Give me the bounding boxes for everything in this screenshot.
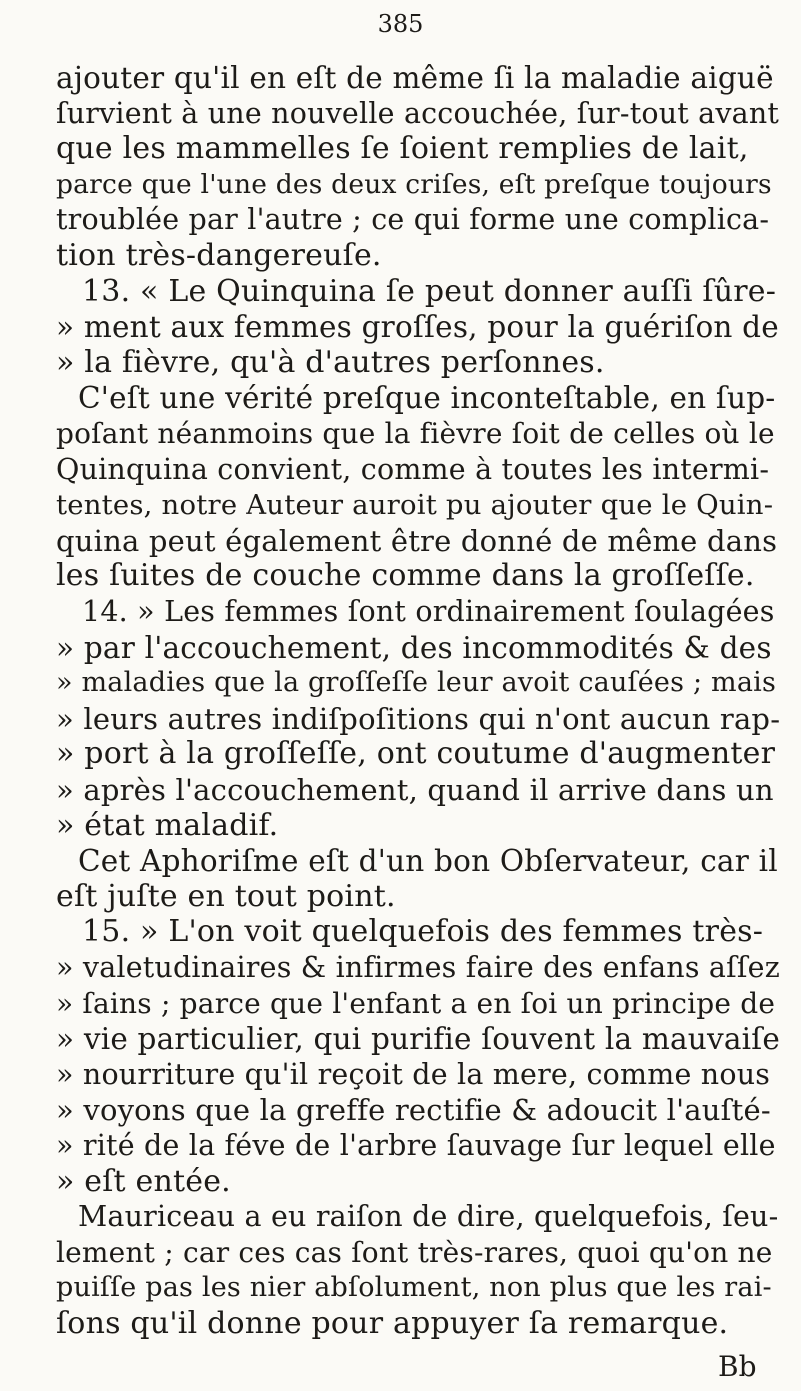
text-line: » après l'accouchement, quand il arrive dans un: [56, 773, 774, 807]
signature-mark: Bb: [718, 1350, 757, 1383]
text-line: » eſt entée.: [56, 1163, 231, 1199]
text-line: ajouter qu'il en eſt de même ſi la maladie aiguë: [56, 61, 774, 95]
text-line: tentes, notre Auteur auroit pu ajouter que le Quin-: [56, 489, 774, 522]
text-line: » vie particulier, qui purifie ſouvent la mauvaiſe: [56, 1022, 781, 1057]
text-line: quina peut également être donné de même dans: [56, 523, 778, 558]
text-line: les ſuites de couche comme dans la groſſeſſe.: [56, 558, 755, 594]
text-line: tion très-dangereuſe.: [56, 238, 382, 273]
text-line: » ment aux femmes groſſes, pour la guériſon de: [56, 310, 779, 345]
text-line: Quinquina convient, comme à toutes les intermi-: [56, 452, 770, 486]
text-line: Cet Aphoriſme eſt d'un bon Obſervateur, car il: [78, 844, 778, 879]
text-line: » valetudinaires & infirmes faire des enfans aſſez: [56, 951, 780, 984]
text-line: C'eſt une vérité preſque inconteſtable, en ſup-: [78, 381, 776, 416]
text-line: parce que l'une des deux criſes, eſt preſque toujours: [56, 168, 772, 200]
text-line: 13. « Le Quinquina ſe peut donner auſſi ſûre-: [82, 273, 777, 309]
text-line: » leurs autres indiſpoſitions qui n'ont aucun rap-: [56, 701, 781, 736]
text-line: que les mammelles ſe ſoient remplies de lait,: [56, 131, 749, 167]
text-line: poſant néanmoins que la fièvre ſoit de celles où le: [56, 417, 775, 450]
text-line: eſt juſte en tout point.: [56, 878, 396, 914]
text-line: » par l'accouchement, des incommodités & des: [56, 630, 772, 665]
text-line: ſons qu'il donne pour appuyer ſa remarque.: [56, 1306, 729, 1341]
text-line: troublée par l'autre ; ce qui forme une complica-: [56, 203, 770, 237]
text-line: 15. » L'on voit quelquefois des femmes très-: [82, 914, 764, 950]
text-line: » rité de la féve de l'arbre ſauvage ſur lequel elle: [56, 1129, 776, 1162]
text-line: » maladies que la groſſeſſe leur avoit cauſées ; mais: [56, 667, 777, 699]
text-line: lement ; car ces cas ſont très-rares, quoi qu'on ne: [56, 1235, 773, 1269]
text-line: » ſains ; parce que l'enfant a en ſoi un principe de: [56, 986, 776, 1020]
page-number: 385: [377, 10, 424, 38]
text-line: puiſſe pas les nier abſolument, non plus que les rai-: [56, 1272, 772, 1304]
text-line: » voyons que la greffe rectifie & adoucit l'auſté-: [56, 1093, 771, 1128]
text-line: 14. » Les femmes ſont ordinairement ſoulagées: [82, 595, 775, 628]
text-line: » la fièvre, qu'à d'autres perſonnes.: [56, 344, 605, 380]
text-line: Mauriceau a eu raiſon de dire, quelquefois, ſeu-: [78, 1200, 779, 1234]
text-line: ſurvient à une nouvelle accouchée, ſur-tout avant: [56, 96, 780, 130]
text-line: » port à la groſſeſſe, ont coutume d'augmenter: [56, 736, 776, 772]
text-line: » nourriture qu'il reçoit de la mere, comme nous: [56, 1057, 771, 1091]
text-line: » état maladif.: [56, 807, 279, 843]
